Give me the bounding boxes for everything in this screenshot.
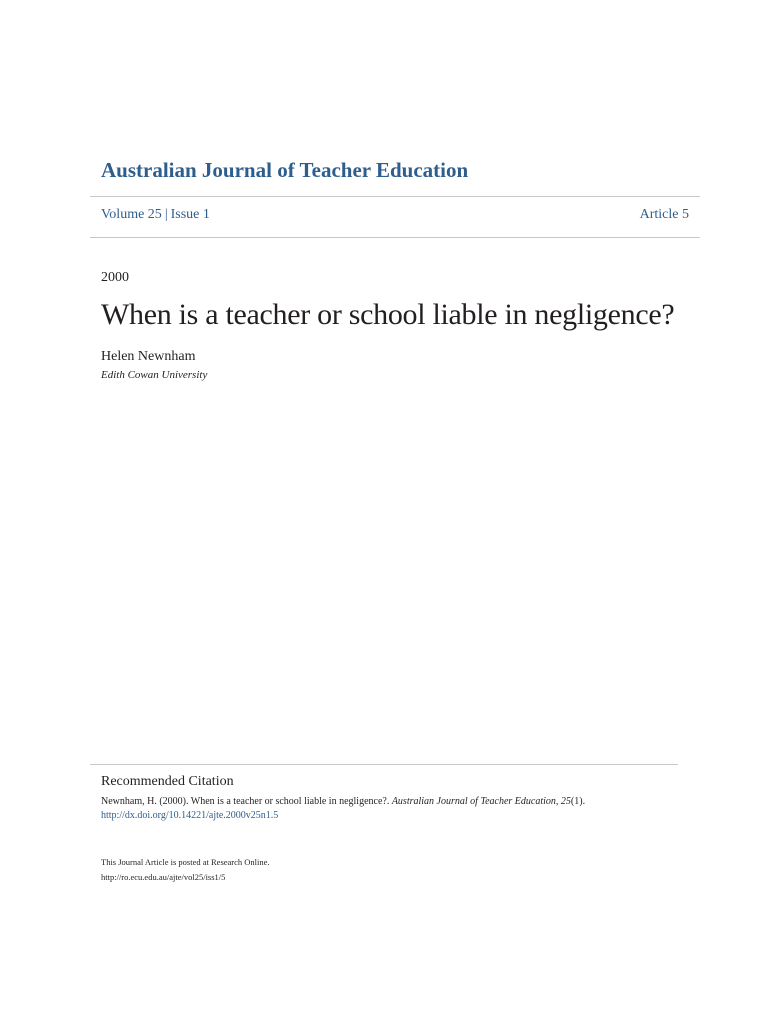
journal-title[interactable]: Australian Journal of Teacher Education	[101, 158, 469, 182]
publication-year: 2000	[101, 270, 129, 285]
recommended-citation-heading: Recommended Citation	[101, 774, 234, 789]
header-divider-bottom	[90, 237, 700, 238]
header-divider-top	[90, 196, 700, 197]
posted-note: This Journal Article is posted at Research Online.	[101, 857, 270, 867]
citation-divider	[90, 764, 678, 765]
author-name[interactable]: Helen Newnham	[101, 349, 196, 364]
article-number-link[interactable]: Article 5	[639, 207, 689, 222]
citation-issue: (1).	[570, 796, 586, 807]
citation-plain: Newnham, H. (2000). When is a teacher or school liable in negligence?.	[101, 796, 392, 807]
citation-text	[101, 796, 585, 807]
issue-link[interactable]: Issue 1	[170, 207, 210, 222]
author-affiliation: Edith Cowan University	[101, 369, 208, 381]
volume-issue-separator: |	[164, 207, 168, 222]
volume-issue-line	[101, 207, 210, 223]
volume-link[interactable]: Volume 25	[101, 207, 162, 222]
citation-journal: Australian Journal of Teacher Education, 25	[391, 796, 571, 807]
doi-link[interactable]: http://dx.doi.org/10.14221/ajte.2000v25n1.5	[101, 810, 279, 821]
article-title: When is a teacher or school liable in negligence?	[101, 298, 675, 331]
repository-url[interactable]: http://ro.ecu.edu.au/ajte/vol25/iss1/5	[101, 872, 226, 882]
